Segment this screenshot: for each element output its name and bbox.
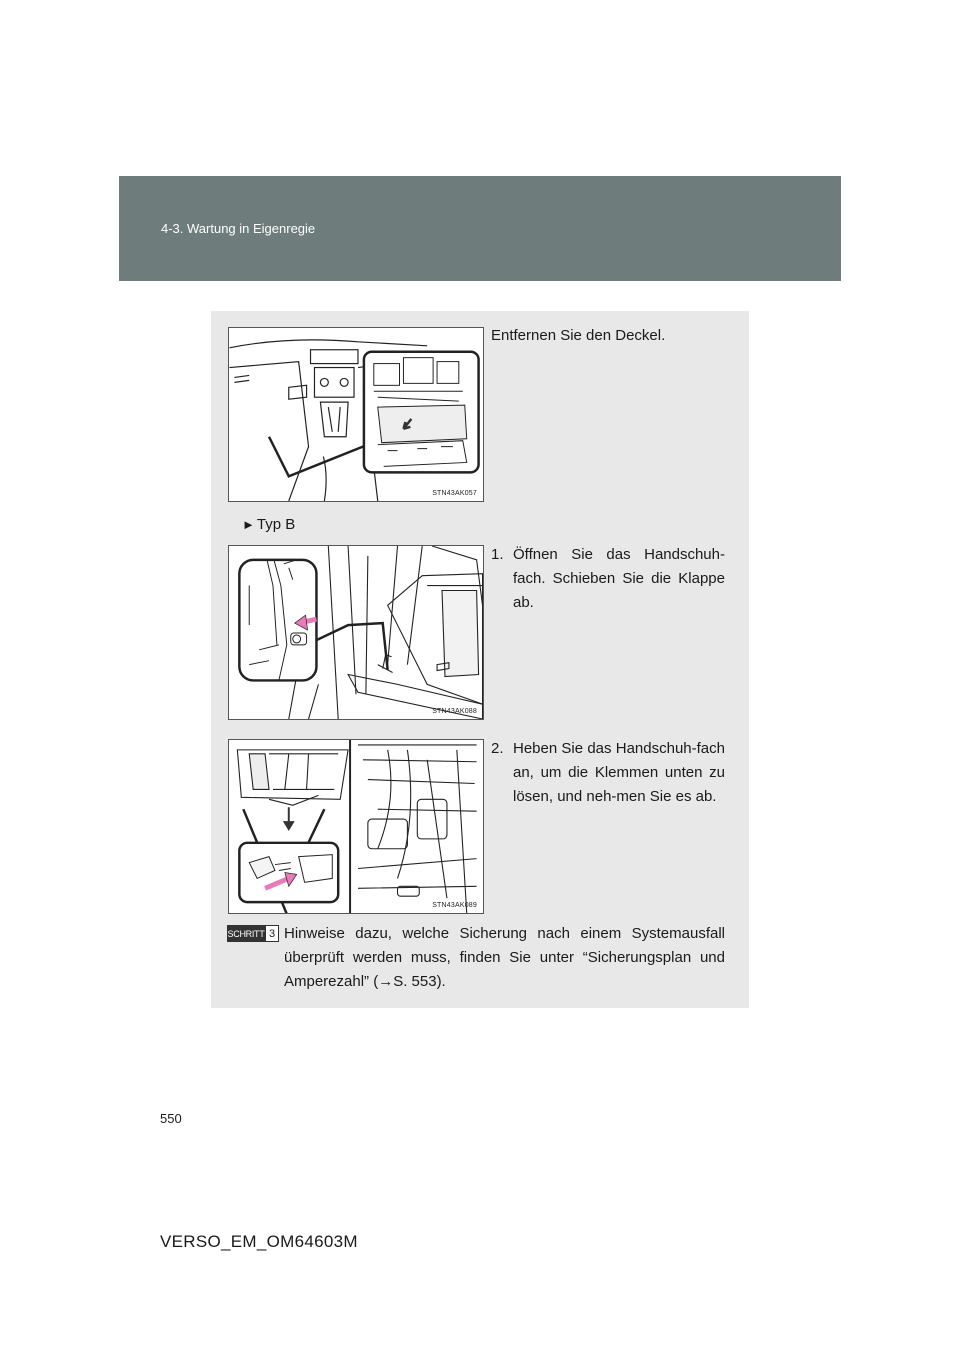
step-number: 2.	[491, 740, 504, 757]
figure-code: STN43AK089	[432, 902, 477, 909]
section-header	[119, 176, 841, 281]
type-b-heading	[242, 516, 295, 533]
step-3-text: Hinweise dazu, welche Sicherung nach einem Systemausfall überprüft werden muss, finden Sie unter “Sicherungsplan und Amperezahl” (→S. 553).	[284, 925, 725, 990]
footer-code: VERSO_EM_OM64603M	[160, 1232, 358, 1251]
page-number: 550	[160, 1111, 182, 1126]
figure-code: STN43AK057	[432, 490, 477, 497]
step-badge-label: SCHRITT	[227, 928, 265, 939]
type-b-label: Typ B	[256, 516, 296, 533]
dashboard-illustration	[229, 328, 483, 501]
step-b2	[491, 737, 725, 809]
step-text: Heben Sie das Handschuh-fach an, um die Klemmen unten zu lösen, und neh-men Sie es ab.	[513, 740, 725, 805]
step-badge	[227, 925, 279, 942]
section-title: 4-3. Wartung in Eigenregie	[161, 221, 316, 236]
glovebox-illustration	[229, 546, 483, 719]
glovebox-removal-illustration	[229, 740, 483, 913]
figure-glovebox-open	[228, 545, 484, 720]
figure-dashboard-cover	[228, 327, 484, 502]
step-number: 1.	[491, 546, 504, 563]
triangle-marker-icon: ►	[242, 517, 255, 532]
step-text: Öffnen Sie das Handschuh-fach. Schieben Sie die Klappe ab.	[513, 546, 725, 611]
figure-glovebox-remove	[228, 739, 484, 914]
step-a-text: Entfernen Sie den Deckel.	[491, 327, 666, 344]
step-badge-number: 3	[265, 925, 279, 942]
figure-code: STN43AK088	[432, 708, 477, 715]
step-b1	[491, 543, 725, 615]
